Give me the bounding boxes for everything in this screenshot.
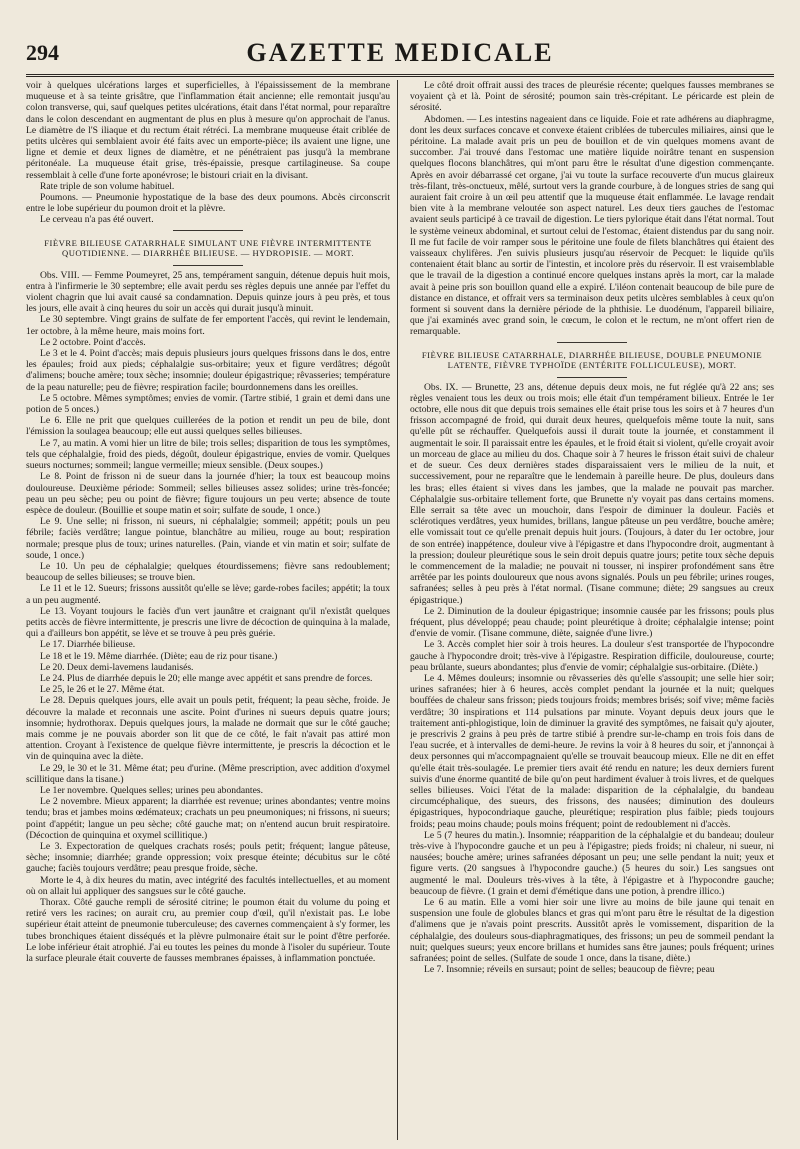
paragraph: Morte le 4, à dix heures du matin, avec intégrité des facultés intellectuelles, et au moment où on allait lui appliquer des sangsues sur le côté gauche. xyxy=(26,874,390,897)
paragraph: Le 6 au matin. Elle a vomi hier soir une livre au moins de bile jaune qui tenait en suspension une foule de globules blancs et gras qui m'ont paru être le résultat de la digestion d'alimens que je n'avais point prescrits. Aussitôt après le vomissement, disparition de la céphalalgie, des douleurs sous-diaphragmatiques, des frissons; un peu de sommeil pendant la nuit; quelques sueurs; yeux encore brillans et humides sans être jaunes; pouls fréquent; urines safranées; point de selles. (Sulfate de soude 1 once, dans la tisane, diète.) xyxy=(410,897,774,965)
observation-heading: Obs. IX. xyxy=(424,381,459,393)
paragraph: Le 30 septembre. Vingt grains de sulfate de fer emportent l'accès, qui revint le lendemain, 1er octobre, à la même heure, mais moins fort. xyxy=(26,314,390,337)
paragraph: Le 2 octobre. Point d'accès. xyxy=(40,336,146,348)
observation-heading: Obs. VIII. xyxy=(40,269,80,281)
paragraph: Rate triple de son volume habituel. xyxy=(40,180,175,192)
paragraph: Le 4. Mêmes douleurs; insomnie ou rêvasseries dès qu'elle s'assoupit; une selle hier soir; urines safranées; hier à 6 heures, accès complet pendant la journée et la nuit; quelques bouffées de chaleur sans frisson; pieds toujours froids; membres brisés; soif vive; même faciès verdâtre; 30 inspirations et 114 pulsations par minute. Voyant depuis deux jours que le traitement anti-phlogistique, loin de diminuer la gravité des symptômes, ne faisait qu'y ajouter, je prescrivis 2 grains à peu près de tartre stibié à prendre sur-le-champ en trois fois dans de l'eau sucrée, et à intervalles de demi-heure. Je revins la voir à 8 heures du soir, et j'annonçai à deux personnes qui m'accompagnaient qu'elle se trouvait beaucoup mieux. Elle ne dit en effet qu'elle était très-soulagée. Le premier tiers avait été rendu en nature; les deux derniers furent suivis d'une énorme quantité de bile qu'on peut hardiment évaluer à trois livres, et de quelques selles bilieuses. Voici l'état de la malade: disparition de la céphalalgie, du bandeau circumcéphalique, des sueurs, des frissons, des nausées; diminution des douleurs épigastriques, hypocondriaque gauche, pleurétique; respiration plus faible; pieds toujours froids; peau moins chaude; pouls moins fréquent; point de redoublement ni d'accès. xyxy=(410,672,774,830)
paragraph: Le 25, le 26 et le 27. Même état. xyxy=(40,684,165,696)
paragraph: Le 24. Plus de diarrhée depuis le 20; elle mange avec appétit et sans prendre de forces. xyxy=(40,672,373,684)
paragraph: Le 5 octobre. Mêmes symptômes; envies de vomir. (Tartre stibié, 1 grain et demi dans une potion de 5 onces.) xyxy=(26,392,390,416)
observation-text: — Femme Poumeyret, 25 ans, tempérament sanguin, détenue depuis huit mois, entra à l'infirmerie le 30 septembre; elle avait perdu ses règles depuis une année par l'effet du violent chagrin que lui avait causé sa condamnation. Depuis quinze jours à peu près, et tous les jours, elle avait à cinq heures du soir un accès qui durait jusqu'à minuit. xyxy=(26,269,390,315)
paragraph: Le 17. Diarrhée bilieuse. xyxy=(40,639,136,651)
paragraph: Le 29, le 30 et le 31. Même état; peu d'urine. (Même prescription, avec addition d'oxymel scillitique dans la tisane.) xyxy=(26,762,390,785)
paragraph: Le 5 (7 heures du matin.). Insomnie; réapparition de la céphalalgie et du bandeau; douleur très-vive à l'hypocondre gauche et un peu à l'épigastre; pieds froids; ni chaleur, ni sueur, ni nausées; bouche amère; urines safranées déposant un peu; une selle pendant la nuit; yeux et figure verts. (20 sangsues à l'hypocondre gauche.) (5 heures du soir.) Les sangsues ont augmenté le mal. Douleurs très-vives à la tête, à l'épigastre et à l'hypocondre gauche; beaucoup de fièvre. (1 grain et demi d'émétique dans une potion, à prendre illico.) xyxy=(410,829,774,897)
paragraph: Le 7, au matin. A vomi hier un litre de bile; trois selles; disparition de tous les symptômes, tels que céphalalgie, froid des pieds, dégoût, douleur épigastrique, envies de vomir. Quelques sueurs nocturnes; sommeil; langue vermeille; mieux sensible. (Deux soupes.) xyxy=(26,437,390,472)
paragraph: Abdomen. — Les intestins nageaient dans ce liquide. Foie et rate adhérens au diaphragme, dont les deux surfaces concave et convexe étaient criblées de tubercules miliaires, ainsi que le péritoine. La malade avait pris un peu de bouillon et de vin quelques momens avant de succomber. J'ai trouvé dans l'estomac une matière liquide noirâtre tenant en suspension quelques flocons blanchâtres, qui m'ont paru être le résultat d'une digestion commençante. Après en avoir débarrassé cet organe, j'ai vu toute la surface recouverte d'un mucus glaireux très-filant, très-onctueux, mêlé, surtout vers la grande courbure, à de longues stries de sang qui auraient fait croire à un œil peu attentif que la muqueuse était enflammée. Le lavage rendait bien vite à la membrane veloutée son aspect naturel. Les deux tiers gauches de l'estomac avaient seuls participé à ce travail de digestion. Le tiers pylorique était dans l'état normal. Tout le système veineux abdominal, et surtout celui de l'estomac, étaient distendus par du sang noir. Il me fut facile de voir ramper sous le péritoine une foule de filets blanchâtres qui étaient des vaisseaux chylifères. J'en suivis plusieurs jusqu'au réservoir de Pecquet: le liquide qu'ils contenaient était blanc au sortir de l'intestin, et incolore près du réservoir. Il est vraisemblable que le travail de la digestion a continué encore quelques instans après la mort, car la malade avait à peine pris son bouillon quand elle a expiré. L'iléon contenait beaucoup de bile pure de distance en distance, et offrait vers sa terminaison deux petits ulcères semblables à ceux qu'on forment si souvent dans la dernière période de la phthisie. Le duodénum, l'appareil biliaire, que j'ai examinés avec grand soin, le cœcum, le colon et le rectum, ne m'ont offert rien de remarquable. xyxy=(410,113,774,338)
paragraph: Le 28. Depuis quelques jours, elle avait un pouls petit, fréquent; la peau sèche, froide. Je découvre la malade et reconnais une ascite. Point d'urines ni sueurs depuis quatre jours; insomnie; hydrothorax. Depuis quelques jours, la malade ne dormait que sur le côté gauche; mais comme je ne pouvais aborder son lit que de ce côté, le fait n'avait pas attiré mon attention. Croyant à l'existence de quelque fièvre intermittente, je prescris la décoction et le vin de quinquina avec la diète. xyxy=(26,695,390,763)
section-rule xyxy=(173,265,243,266)
journal-title: GAZETTE MEDICALE xyxy=(246,38,554,67)
paragraph: Le 18 et le 19. Même diarrhée. (Diète; eau de riz pour tisane.) xyxy=(40,650,278,662)
paragraph: Le 13. Voyant toujours le faciès d'un vert jaunâtre et craignant qu'il n'existât quelques petits accès de fièvre intermittente, je prescris une livre de décoction de quinquina à la malade, qui a d'ailleurs bon appétit, se lève et se trouve à peu près guérie. xyxy=(26,605,390,640)
paragraph: Le 11 et le 12. Sueurs; frissons aussitôt qu'elle se lève; garde-robes faciles; appétit; la toux a un peu augmenté. xyxy=(26,583,390,606)
paragraph: Thorax. Côté gauche rempli de sérosité citrine; le poumon était du volume du poing et retiré vers les racines; on aurait cru, au premier coup d'œil, qu'il n'existait pas. Le lobe supérieur était atteint de pneumonie tuberculeuse; des cavernes commençaient à s'y former, les tubes bronchiques étaient disséqués et la plèvre pulmonaire était sur le point d'être perforée. Le lobe inférieur était atrophié. J'ai eu toutes les peines du monde à l'isoler du supérieur. Toute la surface pleurale était couverte de fausses membranes épaisses, à inflammation ponctuée. xyxy=(26,897,390,965)
paragraph: Le 20. Deux demi-lavemens laudanisés. xyxy=(40,661,194,673)
paragraph: Le 7. Insomnie; réveils en sursaut; point de selles; beaucoup de fièvre; peau xyxy=(424,964,715,976)
column-divider xyxy=(397,80,398,1140)
section-title: FIÈVRE BILIEUSE CATARRHALE SIMULANT UNE FIÈVRE INTERMITTENTE QUOTIDIENNE. — DIARRHÉE BILIEUSE. — HYDROPISIE. — MORT. xyxy=(44,237,372,259)
paragraph: Le 10. Un peu de céphalalgie; quelques étourdissemens; fièvre sans redoublement; beaucoup de selles bilieuses; se trouve bien. xyxy=(26,560,390,584)
paragraph: Le 2. Diminution de la douleur épigastrique; insomnie causée par les frissons; pouls plus fréquent, plus développé; peau chaude; point pleurétique à droite; céphalalgie intense; point d'envie de vomir. (Tisane commune, diète, saignée d'une livre.) xyxy=(410,605,774,640)
paragraph: Le 8. Point de frisson ni de sueur dans la journée d'hier; la toux est beaucoup moins douloureuse. Deuxième période: Sommeil; selles bilieuses assez solides; urine très-foncée; peau un peu sèche; peu ou point de fièvre; figure toujours un peu verte; absence de toute espèce de douleur. (Bouillie et soupe matin et soir; sulfate de soude, 1 once.) xyxy=(26,471,390,516)
paragraph: Le 3. Expectoration de quelques crachats rosés; pouls petit; fréquent; langue pâteuse, sèche; insomnie; diarrhée; grande oppression; voix presque éteinte; décubitus sur le côté gauche; faciès toujours verdâtre; peau presque froide, sèche. xyxy=(26,841,390,875)
paragraph: Le 2 novembre. Mieux apparent; la diarrhée est revenue; urines abondantes; ventre moins tendu; bras et jambes moins œdémateux; crachats un peu pneumoniques; ni frissons, ni sueurs; point d'appétit; langue un peu sèche; côté gauche mat; on n'entend aucun bruit respiratoire. (Décoction de quinquina et oxymel scillitique.) xyxy=(26,796,390,841)
section-rule xyxy=(557,342,627,343)
left-column xyxy=(26,80,390,1140)
section-rule xyxy=(557,377,627,378)
section-title: FIÈVRE BILIEUSE CATARRHALE, DIARRHÉE BILIEUSE, DOUBLE PNEUMONIE LATENTE, FIÈVRE TYPHOÏDE (ENTÉRITE FOLLICULEUSE), MORT. xyxy=(421,349,763,371)
paragraph: Le 3 et le 4. Point d'accès; mais depuis plusieurs jours quelques frissons dans le dos, entre les épaules; froid aux pieds; céphalalgie sus-orbitaire; yeux et figure verdâtres; dégoût d'alimens; bouche amère; toux sèche; insomnie; douleur épigastrique; rêvasseries; température de la peau naturelle; peu de fièvre; respiration facile; bourdonnemens dans les oreilles. xyxy=(26,348,390,393)
paragraph: Le 1er novembre. Quelques selles; urines peu abondantes. xyxy=(40,784,263,796)
page-number: 294 xyxy=(26,40,59,65)
observation-text: — Brunette, 23 ans, détenue depuis deux mois, ne fut réglée qu'à 22 ans; ses règles venaient tous les deux ou trois mois; elle était d'un tempérament bilieux. Entrée le 1er octobre, elle nous dit que depuis trois semaines elle était prise tous les soirs et à 7 heures d'un frisson accompagné de froid, qui durait deux heures, quelquefois même toute la nuit, sans qu'elle pût se réchauffer. Quelquefois aussi il durait toute la journée, et constamment il augmentait le soir. Il paraissait entre les épaules, et le froid était si violent, qu'elle croyait avoir un morceau de glace au milieu du dos. Chaque soir à 7 heures le frisson était suivi de chaleur et de sueur. Ces deux dernières stades disparaissaient vers le milieu de la nuit, et successivement, pour ne reparaître que le lendemain à pareille heure. De plus, douleurs dans les bras; elles étaient si vives dans les jambes, que la malade ne pouvait pas marcher. Céphalalgie sus-orbitaire tellement forte, que Brunette n'y voyait pas dans certains momens. Elle serrait sa tête avec un mouchoir, dans l'espoir de diminuer la douleur. Faciès et sclérotiques verdâtres, yeux humides, brillans, langue pâteuse un peu verdâtre, bouche amère; elle vomissait tout ce qu'elle prenait depuis huit jours. (Toujours, à dater du 1er octobre, jour de son entrée) inappétence, douleur vive à l'épigastre et dans l'hypocondre droit, augmentant à la pression; douleur pleurétique sous le sein droit depuis quatre jours; petite toux sèche depuis le commencement de la maladie; ne pouvait ni tousser, ni inspirer profondément sans être arrêtée par les points douloureux que nous avons signalés. Pouls un peu fébrile; urines rouges, safranées; selles à peu près à l'état normal. (Tisane commune; diète; 29 sangsues au creux épigastrique.) xyxy=(410,381,774,606)
paragraph: Le 6. Elle ne prit que quelques cuillerées de la potion et rendit un peu de bile, dont l'émission la soulagea beaucoup; elle eut aussi quelques selles bilieuses. xyxy=(26,415,390,438)
page-header xyxy=(26,38,774,72)
paragraph: Le 3. Accès complet hier soir à trois heures. La douleur s'est transportée de l'hypocondre gauche à l'hypocondre droit; très-vive à l'épigastre. Respiration difficile, douloureuse, courte; peau brûlante, sueurs abondantes; plus d'envie de vomir; céphalalgie sus-orbitaire. (Diète.) xyxy=(410,639,774,673)
paragraph: Le côté droit offrait aussi des traces de pleurésie récente; quelques fausses membranes se voyaient çà et là. Point de sérosité; poumon sain très-crépitant. Le péricarde est plein de sérosité. xyxy=(410,80,774,114)
observation-paragraph xyxy=(26,270,390,315)
right-column xyxy=(410,80,774,1140)
observation-paragraph xyxy=(410,382,774,606)
paragraph: voir à quelques ulcérations larges et superficielles, à l'épaississement de la membrane muqueuse et à sa teinte grisâtre, que l'inflammation était ancienne; elle remontait jusqu'au colon transverse, qui, sauf quelques petites ulcérations, était dans l'état normal, pour reparaître dans le colon descendant en augmentant de plus en plus à mesure qu'on approchait de l'anus. Le diamètre de l'S iliaque et du rectum était rétréci. La membrane muqueuse était criblée de petits ulcères qui semblaient avoir été faits avec un emporte-pièce; ils avaient une ligne, une ligne et demie et deux lignes de diamètre, et ne pénétraient pas jusqu'à la membrane péritonéale. La muqueuse était grise, très-épaissie, presque cartilagineuse. Sa coupe ressemblait à celle d'une forte aponévrose; le bistouri criait en la divisant. xyxy=(26,80,390,181)
section-rule xyxy=(173,230,243,231)
header-rule xyxy=(26,74,774,77)
paragraph: Poumons. — Pneumonie hypostatique de la base des deux poumons. Abcès circonscrit entre le lobe supérieur du poumon droit et la plèvre. xyxy=(26,192,390,215)
paragraph: Le cerveau n'a pas été ouvert. xyxy=(40,214,154,226)
paragraph: Le 9. Une selle; ni frisson, ni sueurs, ni céphalalgie; sommeil; appétit; pouls un peu fébrile; faciès verdâtre; langue pointue, blanchâtre au milieu, rouge au bout; respiration normale; presque plus de toux; urines naturelles. (Pain, viande et vin matin et soir; sulfate de soude, 1 once.) xyxy=(26,516,390,561)
